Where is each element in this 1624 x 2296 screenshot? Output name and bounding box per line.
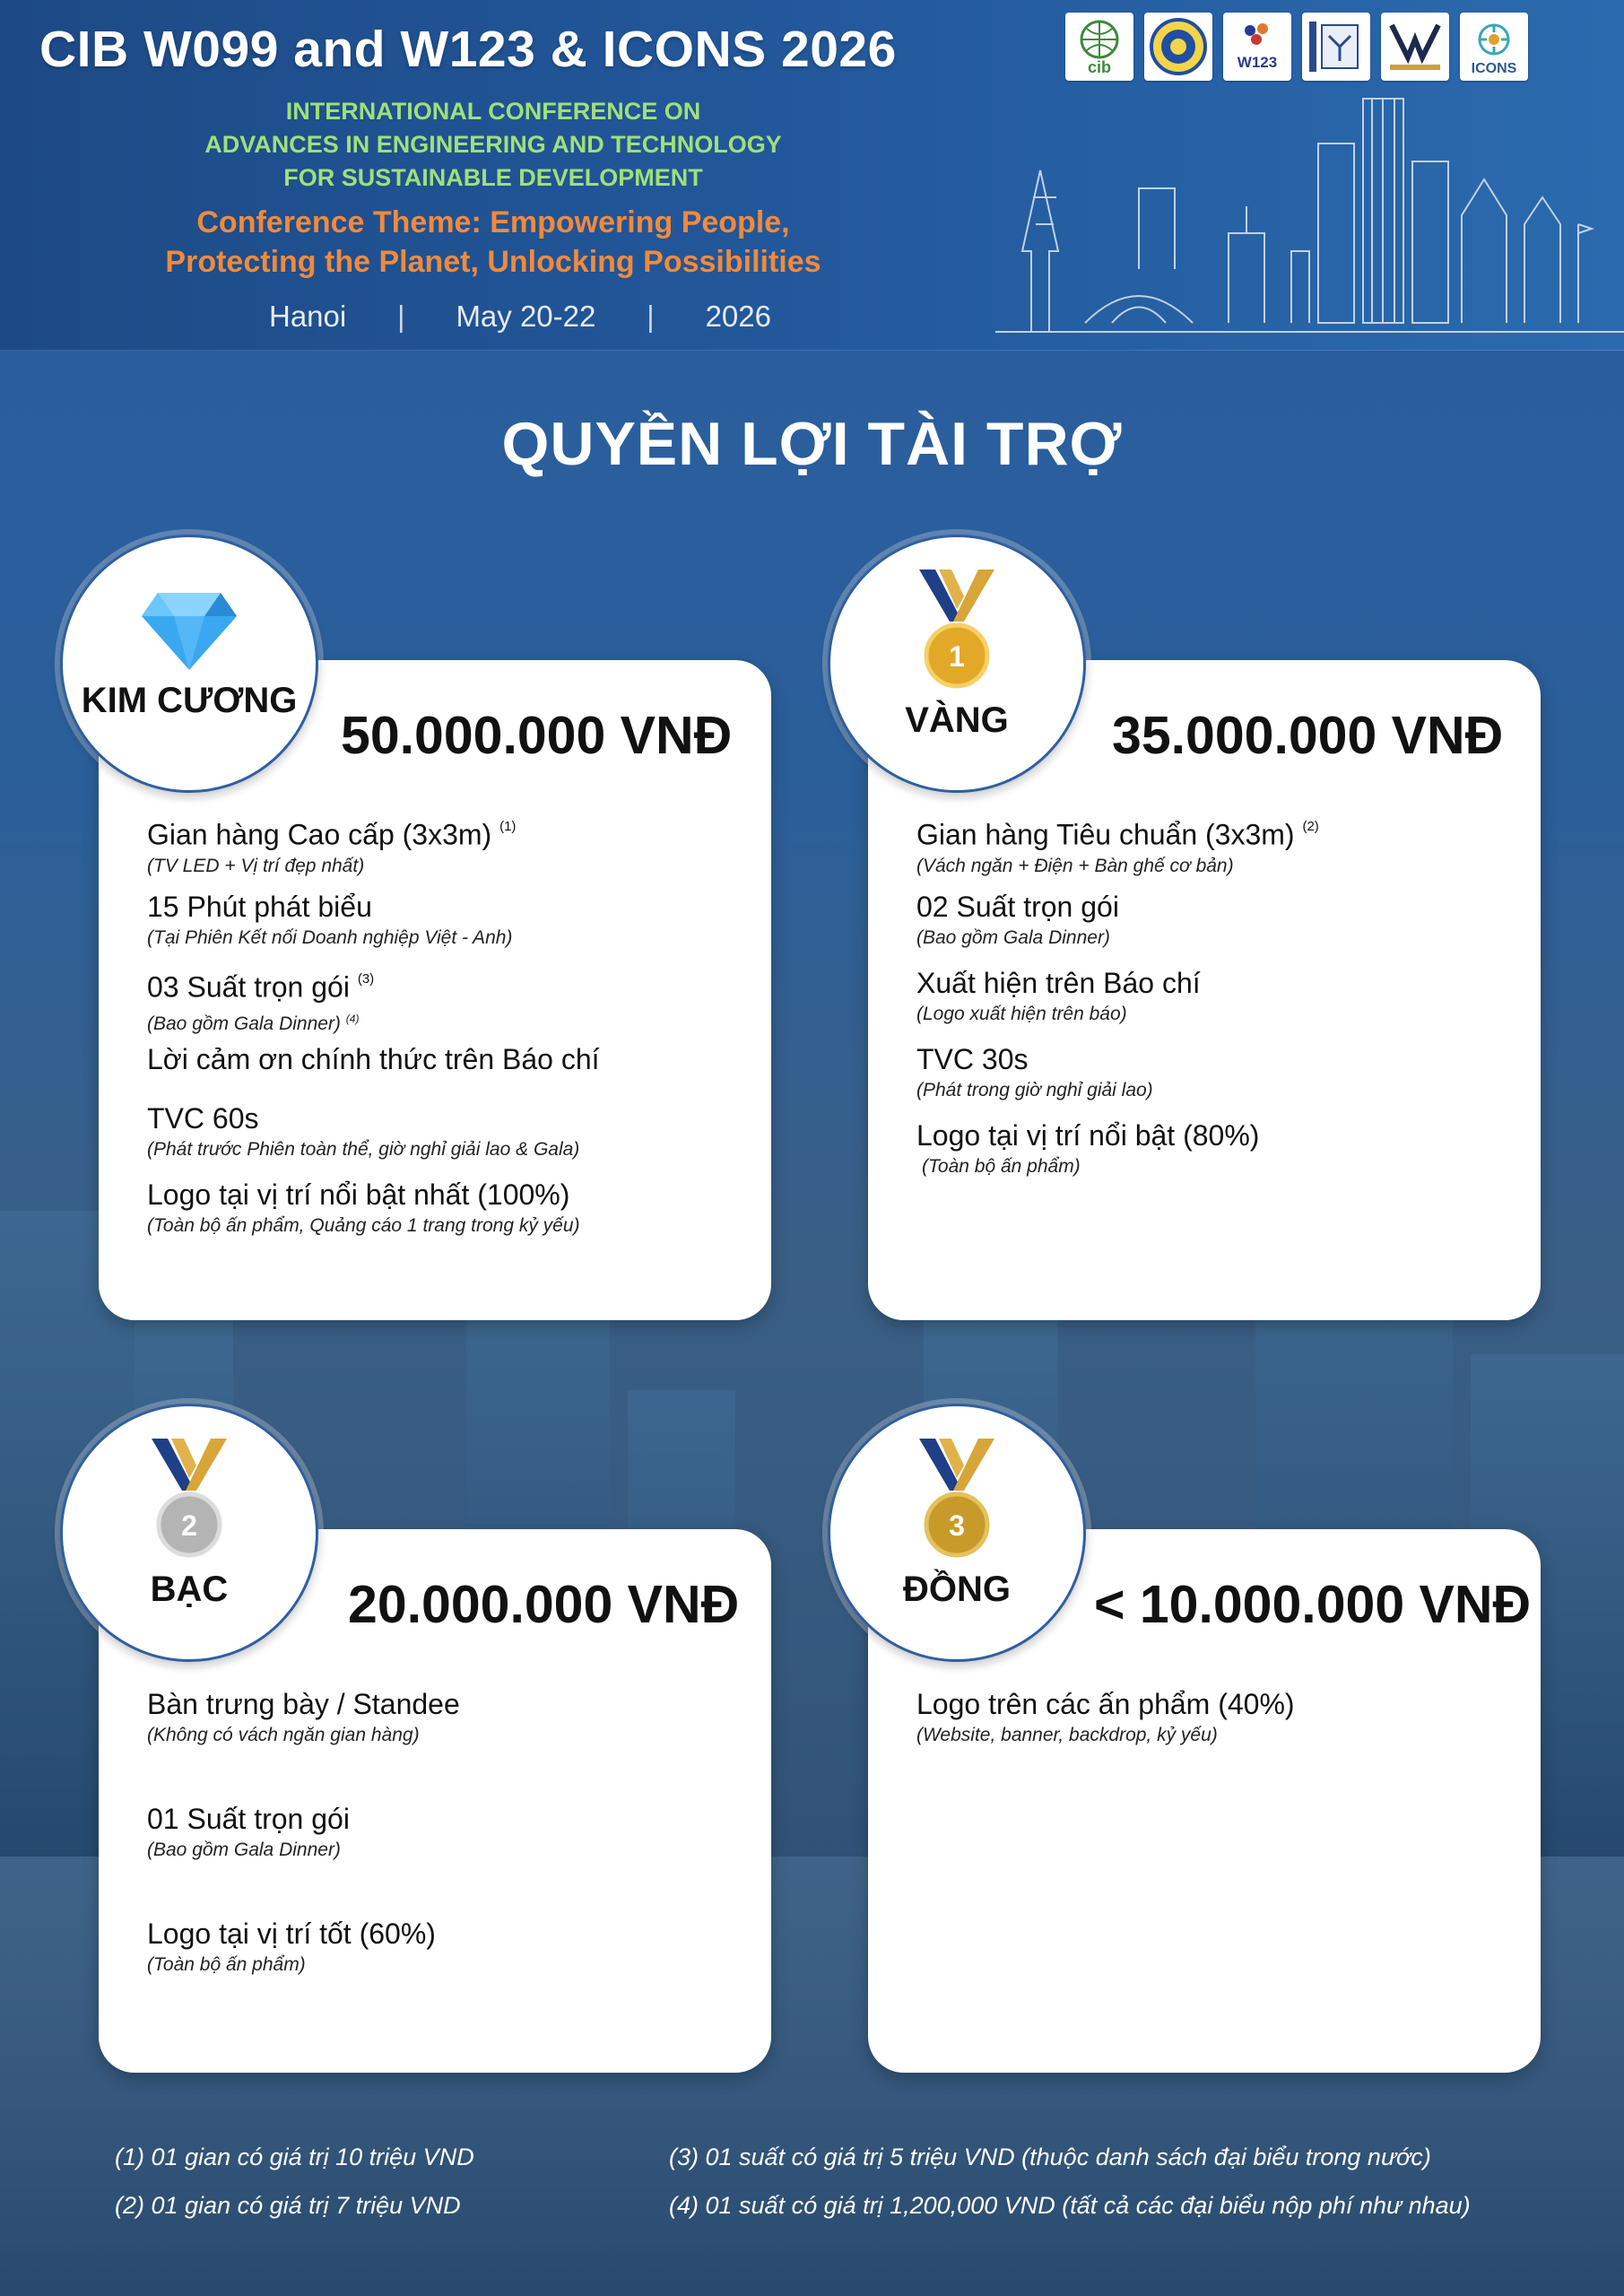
conference-subtitle — [161, 95, 825, 195]
cib-logo: cib — [1065, 13, 1133, 81]
conference-theme — [108, 203, 879, 282]
wolverhampton-logo — [1381, 13, 1449, 81]
svg-text:3: 3 — [949, 1509, 965, 1542]
benefit-item — [916, 1686, 1508, 1749]
bronze-medal-icon — [912, 1439, 1002, 1564]
footnote: (1) 01 gian có giá trị 10 triệu VND — [115, 2144, 474, 2170]
benefit-note: (Bao gồm Gala Dinner) — [147, 1013, 341, 1034]
benefit-title: 02 Suất trọn gói — [916, 891, 1119, 923]
benefit-item — [147, 1177, 739, 1239]
benefit-note: (Không có vách ngăn gian hàng) — [147, 1725, 420, 1745]
benefit-title: 15 Phút phát biểu — [147, 891, 372, 923]
benefit-item — [147, 965, 739, 1038]
footnote: (3) 01 suất có giá trị 5 triệu VND (thuộc danh sách đại biểu trong nước) — [669, 2144, 1431, 2170]
benefit-title: Logo tại vị trí nổi bật (80%) — [916, 1119, 1260, 1152]
benefit-item — [916, 965, 1508, 1028]
benefit-note: (Toàn bộ ấn phẩm) — [922, 1156, 1081, 1177]
benefit-title: Logo trên các ấn phẩm (40%) — [916, 1688, 1295, 1720]
meta-separator: | — [397, 300, 405, 333]
icons-logo: ICONS — [1460, 13, 1528, 81]
benefit-title: TVC 30s — [916, 1043, 1029, 1075]
benefit-note: (Vách ngăn + Điện + Bàn ghế cơ bản) — [916, 855, 1234, 876]
silver-medal-icon — [144, 1439, 234, 1564]
w123-logo: W123 — [1223, 13, 1291, 81]
conference-header — [0, 0, 1624, 351]
university-seal-logo — [1144, 13, 1212, 81]
benefit-item — [147, 889, 739, 952]
bronze-tier-label: ĐỒNG — [903, 1570, 1011, 1609]
benefit-item — [147, 1686, 739, 1749]
diamond-price: 50.000.000 VNĐ — [341, 706, 733, 765]
benefit-title: Logo tại vị trí nổi bật nhất (100%) — [147, 1178, 570, 1211]
footnote-marker: (1) — [499, 819, 517, 834]
diamond-tier-label: KIM CƯƠNG — [81, 681, 298, 720]
benefit-item — [147, 1100, 739, 1163]
benefit-note: (Logo xuất hiện trên báo) — [916, 1004, 1127, 1024]
diamond-icon — [140, 591, 239, 672]
benefit-title: Gian hàng Tiêu chuẩn (3x3m) — [916, 818, 1295, 851]
benefit-note: (Bao gồm Gala Dinner) — [147, 1839, 341, 1860]
benefit-item — [147, 1916, 739, 1979]
theme-line: Protecting the Planet, Unlocking Possibilities — [165, 245, 821, 279]
theme-line: Conference Theme: Empowering People, — [196, 205, 790, 239]
gold-tier-label: VÀNG — [905, 700, 1009, 740]
benefit-title: 03 Suất trọn gói — [147, 970, 350, 1004]
benefit-title: TVC 60s — [147, 1102, 259, 1135]
partner-logos — [1065, 13, 1612, 81]
benefit-item — [147, 813, 739, 880]
gold-badge — [828, 535, 1086, 793]
footnote: (4) 01 suất có giá trị 1,200,000 VND (tất cả các đại biểu nộp phí như nhau) — [669, 2192, 1471, 2219]
benefit-note: (TV LED + Vị trí đẹp nhất) — [147, 855, 365, 876]
benefit-note: (Phát trước Phiên toàn thể, giờ nghỉ giải lao & Gala) — [147, 1139, 580, 1160]
benefit-note: (Bao gồm Gala Dinner) — [916, 927, 1110, 948]
benefit-note: (Tại Phiên Kết nối Doanh nghiệp Việt - Anh) — [147, 927, 513, 948]
hanoi-city-illustration — [995, 90, 1624, 350]
subtitle-line: INTERNATIONAL CONFERENCE ON — [285, 98, 701, 125]
benefit-title: Gian hàng Cao cấp (3x3m) — [147, 818, 492, 851]
footnote-marker: (4) — [345, 1012, 360, 1025]
benefit-item — [147, 1041, 739, 1077]
bronze-badge — [828, 1404, 1086, 1662]
subtitle-line: FOR SUSTAINABLE DEVELOPMENT — [283, 164, 703, 191]
conference-title: CIB W099 and W123 & ICONS 2026 — [39, 21, 897, 78]
benefit-note: (Toàn bộ ấn phẩm, Quảng cáo 1 trang trong kỷ yếu) — [147, 1215, 580, 1236]
conference-city: Hanoi — [269, 300, 347, 333]
meta-separator: | — [647, 300, 655, 333]
benefit-item — [147, 1801, 739, 1864]
silver-price: 20.000.000 VNĐ — [348, 1575, 740, 1634]
benefit-note: (Toàn bộ ấn phẩm) — [147, 1954, 306, 1975]
benefit-note: (Phát trong giờ nghỉ giải lao) — [916, 1080, 1153, 1100]
benefit-title: Logo tại vị trí tốt (60%) — [147, 1918, 436, 1950]
benefit-item — [916, 1118, 1508, 1180]
conference-meta — [269, 300, 771, 334]
footnote-marker: (2) — [1302, 819, 1319, 834]
benefit-title: 01 Suất trọn gói — [147, 1803, 350, 1835]
construction-university-logo — [1302, 13, 1370, 81]
benefit-title: Bàn trưng bày / Standee — [147, 1688, 460, 1720]
bronze-price: < 10.000.000 VNĐ — [1094, 1575, 1532, 1634]
gold-medal-icon — [912, 570, 1002, 695]
benefit-note: (Website, banner, backdrop, kỷ yếu) — [916, 1725, 1218, 1745]
footnote: (2) 01 gian có giá trị 7 triệu VND — [115, 2192, 461, 2219]
benefit-item — [916, 889, 1508, 952]
benefit-title: Lời cảm ơn chính thức trên Báo chí — [147, 1043, 600, 1075]
silver-tier-label: BẠC — [150, 1570, 229, 1609]
benefit-item — [916, 813, 1508, 880]
benefit-title: Xuất hiện trên Báo chí — [916, 967, 1201, 999]
svg-text:2: 2 — [181, 1509, 197, 1542]
silver-badge — [60, 1404, 318, 1662]
svg-text:1: 1 — [949, 640, 965, 673]
conference-dates: May 20-22 — [456, 300, 596, 333]
diamond-badge — [60, 535, 318, 793]
gold-price: 35.000.000 VNĐ — [1112, 706, 1504, 765]
benefit-item — [916, 1041, 1508, 1104]
subtitle-line: ADVANCES IN ENGINEERING AND TECHNOLOGY — [204, 131, 782, 158]
footnote-marker: (3) — [357, 971, 375, 987]
page-title: QUYỀN LỢI TÀI TRỢ — [501, 410, 1123, 478]
conference-year: 2026 — [705, 300, 771, 333]
